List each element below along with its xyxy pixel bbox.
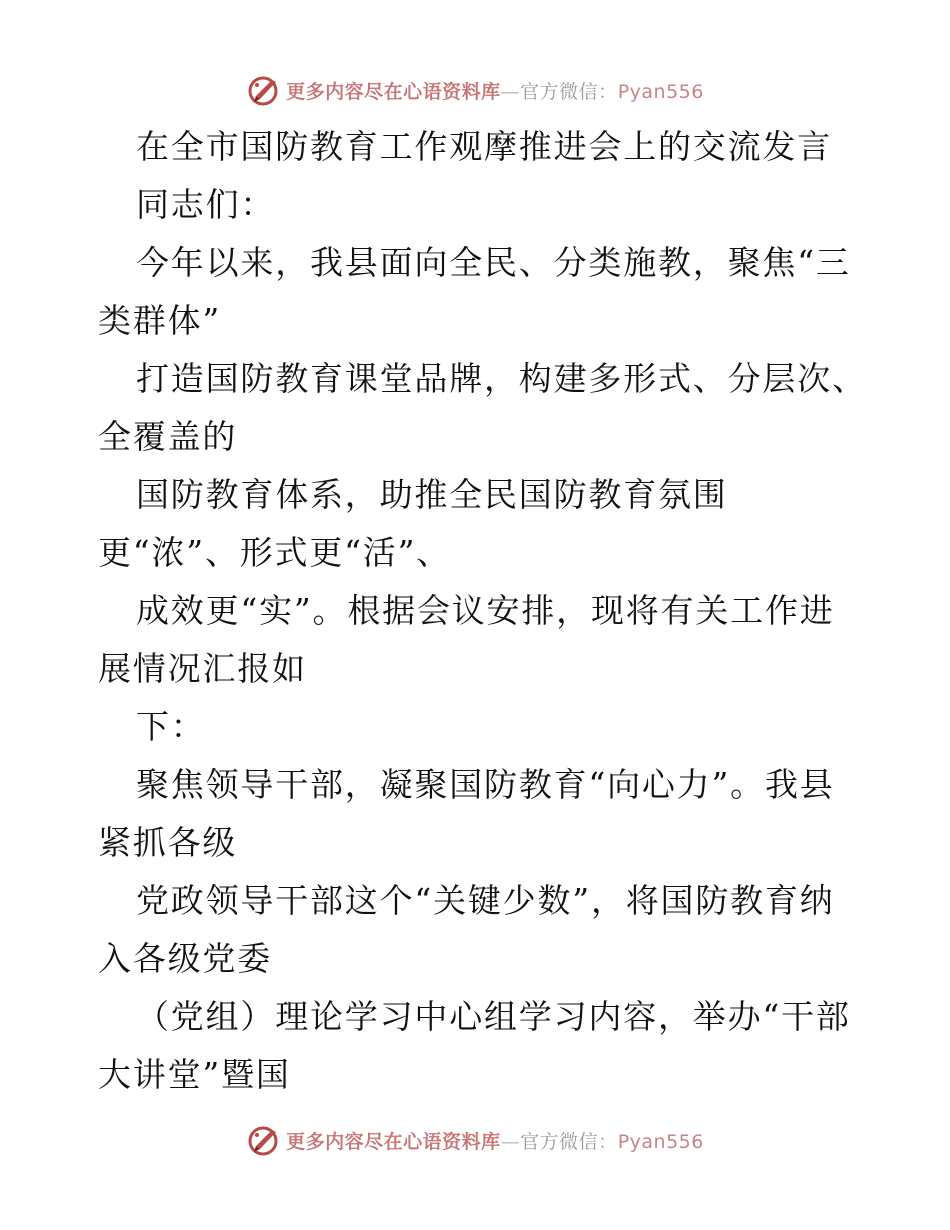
text-line: 同志们： bbox=[136, 185, 276, 224]
text-line: 入各级党委 bbox=[98, 939, 272, 978]
text-line: 类群体” bbox=[98, 301, 222, 340]
watermark-account: Pyan556 bbox=[617, 80, 704, 103]
text-line: 国防教育体系，助推全民国防教育氛围 bbox=[136, 475, 728, 514]
pen-seal-logo-icon bbox=[246, 1122, 282, 1158]
text-line: 成效更“实”。根据会议安排，现将有关工作进 bbox=[136, 591, 835, 630]
document-body bbox=[98, 118, 867, 1104]
text-line: 今年以来，我县面向全民、分类施教，聚焦“三 bbox=[136, 243, 851, 282]
text-line: 全覆盖的 bbox=[98, 417, 238, 456]
footer-watermark bbox=[0, 1120, 950, 1160]
document-title: 在全市国防教育工作观摩推进会上的交流发言 bbox=[136, 127, 832, 166]
text-line: 党政领导干部这个“关键少数”，将国防教育纳 bbox=[136, 881, 835, 920]
text-line: 展情况汇报如 bbox=[98, 649, 307, 688]
text-line: 大讲堂”暨国 bbox=[98, 1055, 291, 1094]
watermark-text bbox=[286, 1127, 704, 1154]
text-line: （党组）理论学习中心组学习内容，举办“干部 bbox=[136, 997, 851, 1036]
header-watermark bbox=[0, 70, 950, 110]
pen-seal-logo-icon bbox=[246, 72, 282, 108]
watermark-text bbox=[286, 77, 704, 104]
text-line: 打造国防教育课堂品牌，构建多形式、分层次、 bbox=[136, 359, 867, 398]
watermark-dash: — bbox=[500, 1130, 521, 1153]
text-line: 紧抓各级 bbox=[98, 823, 238, 862]
watermark-brand: 更多内容尽在心语资料库 bbox=[286, 1130, 501, 1153]
watermark-account: Pyan556 bbox=[617, 1130, 704, 1153]
text-line: 聚焦领导干部，凝聚国防教育“向心力”。我县 bbox=[136, 765, 835, 804]
watermark-official-label: 官方微信： bbox=[520, 80, 618, 103]
watermark-brand: 更多内容尽在心语资料库 bbox=[286, 80, 501, 103]
watermark-dash: — bbox=[500, 80, 521, 103]
text-line: 更“浓”、形式更“活”、 bbox=[98, 533, 452, 572]
watermark-official-label: 官方微信： bbox=[520, 1130, 618, 1153]
text-line: 下： bbox=[136, 707, 206, 746]
